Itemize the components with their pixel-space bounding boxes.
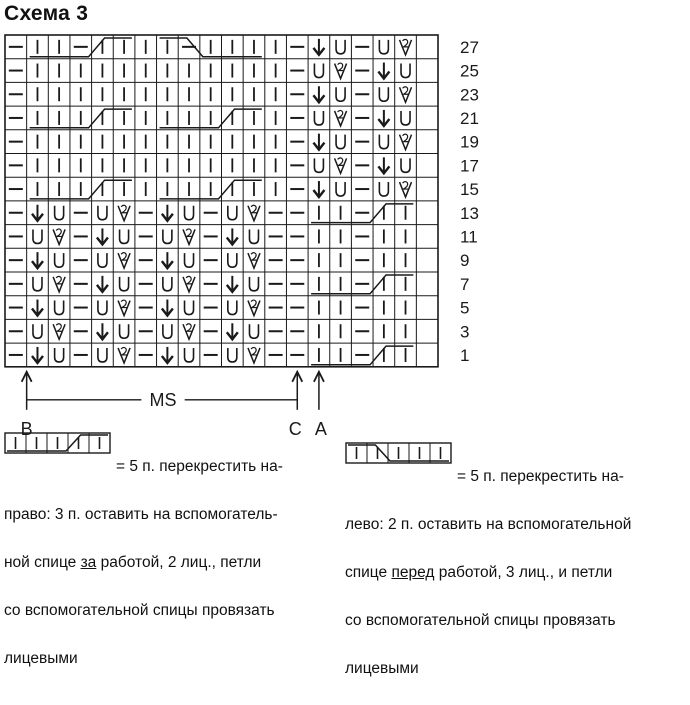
number-two-mark <box>251 253 257 261</box>
yarn-over-symbol <box>379 135 388 149</box>
yarn-over-symbol <box>314 64 323 78</box>
number-two-mark <box>56 229 62 237</box>
number-two-mark <box>251 205 257 213</box>
legend-right-cross <box>4 431 330 695</box>
yarn-over-symbol <box>401 111 410 125</box>
chart-title: Схема 3 <box>4 2 89 25</box>
yarn-over-symbol <box>120 324 129 338</box>
yarn-over-symbol <box>228 206 237 220</box>
number-two-mark <box>186 324 192 332</box>
yarn-over-symbol <box>120 277 129 291</box>
number-two-mark <box>251 347 257 355</box>
legend-right-line2: лево: 2 п. оставить на вспомогательной <box>345 516 632 533</box>
number-two-mark <box>403 134 409 142</box>
number-two-mark <box>186 276 192 284</box>
number-two-mark <box>338 110 344 118</box>
row-number-label: 11 <box>460 227 478 247</box>
yarn-over-symbol <box>185 206 194 220</box>
row-number-label: 27 <box>460 37 479 57</box>
yarn-over-symbol <box>33 277 42 291</box>
label-c: C <box>288 418 302 439</box>
legend-right-line5: лицевыми <box>345 660 419 677</box>
number-two-mark <box>121 253 127 261</box>
row-number-label: 3 <box>460 322 470 342</box>
yarn-over-symbol <box>401 158 410 172</box>
number-two-mark <box>338 158 344 166</box>
number-two-mark <box>403 39 409 47</box>
number-two-mark <box>403 182 409 190</box>
yarn-over-symbol <box>185 301 194 315</box>
yarn-over-symbol <box>55 348 64 362</box>
yarn-over-symbol <box>185 348 194 362</box>
yarn-over-symbol <box>33 324 42 338</box>
number-two-mark <box>56 276 62 284</box>
row-number-label: 1 <box>460 345 470 365</box>
legend-right-line4: со вспомогательной спицы провязать <box>345 612 616 629</box>
yarn-over-symbol <box>336 87 345 101</box>
label-b: B <box>20 418 33 439</box>
yarn-over-symbol <box>379 87 388 101</box>
yarn-over-symbol <box>249 277 258 291</box>
yarn-over-symbol <box>336 40 345 54</box>
number-two-mark <box>121 347 127 355</box>
row-number-label: 7 <box>460 274 470 294</box>
yarn-over-symbol <box>163 229 172 243</box>
row-number-label: 13 <box>460 203 479 223</box>
number-two-mark <box>251 300 257 308</box>
yarn-over-symbol <box>249 229 258 243</box>
legend-right-line3 <box>345 561 680 585</box>
legend-right-line3-pre: спице <box>345 564 392 581</box>
yarn-over-symbol <box>120 229 129 243</box>
legend-left-line3-pre: ной спице <box>4 554 81 571</box>
yarn-over-symbol <box>228 348 237 362</box>
row-number-label: 23 <box>460 85 479 105</box>
yarn-over-symbol <box>55 206 64 220</box>
row-number-label: 19 <box>460 132 479 152</box>
yarn-over-symbol <box>98 206 107 220</box>
ms-label: MS <box>149 389 177 410</box>
yarn-over-symbol <box>336 182 345 196</box>
yarn-over-symbol <box>163 324 172 338</box>
legend-left-line3-post: работой, 2 лиц., петли <box>96 554 262 571</box>
legend-left-line3-underlined: за <box>80 554 97 571</box>
yarn-over-symbol <box>379 40 388 54</box>
yarn-over-symbol <box>249 324 258 338</box>
legend-left-line2: право: 3 п. оставить на вспомогатель- <box>4 506 278 523</box>
legend-left-line4: со вспомогательной спицы провязать <box>4 602 275 619</box>
yarn-over-symbol <box>98 253 107 267</box>
label-a: A <box>314 418 327 439</box>
yarn-over-symbol <box>163 277 172 291</box>
row-number-label: 5 <box>460 298 470 318</box>
legend-right-line3-post: работой, 3 лиц., и петли <box>434 564 613 581</box>
row-number-label: 21 <box>460 108 479 128</box>
yarn-over-symbol <box>228 301 237 315</box>
yarn-over-symbol <box>98 301 107 315</box>
yarn-over-symbol <box>55 301 64 315</box>
row-number-label: 25 <box>460 61 479 81</box>
number-two-mark <box>56 324 62 332</box>
row-number-label: 9 <box>460 251 470 271</box>
yarn-over-symbol <box>314 158 323 172</box>
legend-right-line1: = 5 п. перекрестить на- <box>457 468 624 485</box>
row-number-label: 17 <box>460 156 479 176</box>
number-two-mark <box>403 87 409 95</box>
number-two-mark <box>338 63 344 71</box>
row-number-label: 15 <box>460 180 479 200</box>
number-two-mark <box>121 205 127 213</box>
yarn-over-symbol <box>228 253 237 267</box>
yarn-over-symbol <box>336 135 345 149</box>
yarn-over-symbol <box>314 111 323 125</box>
legend-left-cross <box>345 441 680 705</box>
legend-left-line1: = 5 п. перекрестить на- <box>116 458 283 475</box>
yarn-over-symbol <box>33 229 42 243</box>
legend-right-line3-underlined: перед <box>391 564 435 581</box>
yarn-over-symbol <box>55 253 64 267</box>
number-two-mark <box>186 229 192 237</box>
yarn-over-symbol <box>98 348 107 362</box>
legend-left-line5: лицевыми <box>4 650 78 667</box>
legend-left-line3 <box>4 551 330 575</box>
yarn-over-symbol <box>185 253 194 267</box>
yarn-over-symbol <box>379 182 388 196</box>
number-two-mark <box>121 300 127 308</box>
yarn-over-symbol <box>401 64 410 78</box>
